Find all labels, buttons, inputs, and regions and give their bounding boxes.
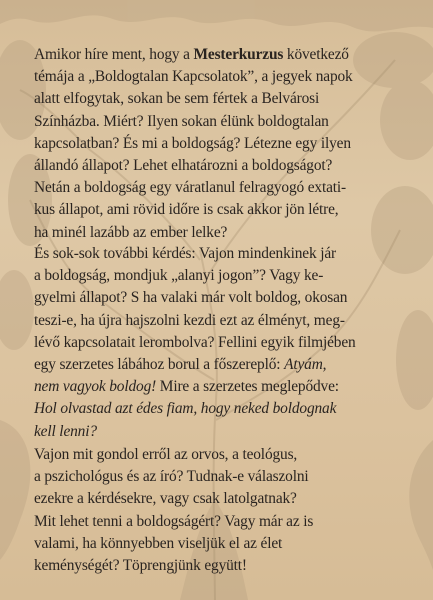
text-line (34, 88, 426, 110)
text-line (34, 133, 426, 155)
text-line (34, 421, 426, 443)
text-line (34, 555, 426, 577)
text-run: gyelmi állapot? S ha valaki már volt boldog, okosan (34, 289, 348, 307)
text-run: kus állapot, ami rövid időre is csak akkor jön létre, (34, 201, 339, 219)
italic-text-run: Hol olvastad azt édes fiam, hogy neked boldognak (34, 400, 337, 418)
text-line (34, 44, 426, 66)
paragraph-3 (34, 444, 426, 577)
text-run: teszi-e, ha újra hajszolni kezdi ezt az élményt, meg- (34, 311, 345, 329)
text-run: Netán a boldogság egy váratlanul felragyogó extati- (34, 179, 347, 197)
text-run: ha minél lazább az ember lelke? (34, 223, 228, 241)
text-line (34, 310, 426, 332)
text-run: valami, ha könnyebben viseljük el az élet (34, 534, 283, 552)
text-run: Mire a szerzetes meglepődve: (156, 378, 339, 396)
text-run: Vajon mit gondol erről az orvos, a teológus, (34, 446, 298, 463)
text-line (34, 376, 426, 398)
text-run: Színházba. Miért? Ilyen sokan élünk boldogtalan (34, 112, 329, 130)
italic-text-run: nem vagyok boldog! (34, 378, 157, 396)
text-run: Amikor híre ment, hogy a (34, 46, 194, 63)
text-line (34, 199, 426, 221)
text-line (34, 466, 426, 488)
text-run: állandó állapot? Lehet elhatározni a boldogságot? (34, 157, 333, 175)
text-run: Mit lehet tenni a boldogságért? Vagy már az is (34, 512, 314, 530)
text-run: kapcsolatban? És mi a boldogság? Létezne egy ilyen (34, 134, 351, 152)
text-line (34, 66, 426, 88)
text-run: a pszichológus és az író? Tudnak-e válaszolni (34, 468, 309, 486)
text-run: lévő kapcsolatait lerombolva? Fellini egyik filmjében (34, 333, 356, 351)
text-run: egy szerzetes lábához borul a főszereplő: (34, 356, 285, 374)
text-run: alatt elfogytak, sokan be sem fértek a Belvárosi (34, 90, 320, 108)
text-run: következő (283, 46, 349, 63)
text-line (34, 243, 426, 265)
paragraph-1 (34, 44, 426, 244)
text-run: ezekre a kérdésekre, vagy csak latolgatnak? (34, 490, 297, 508)
text-line (34, 155, 426, 177)
text-line (34, 533, 426, 555)
text-line (34, 444, 426, 466)
text-line (34, 177, 426, 199)
text-run: És sok-sok további kérdés: Vajon mindenkinek jár (34, 245, 336, 262)
bold-text-run: Mesterkurzus (193, 46, 284, 63)
italic-text-run: Atyám, (284, 356, 327, 374)
text-line (34, 222, 426, 244)
text-line (34, 511, 426, 533)
text-line (34, 354, 426, 376)
text-run: témája a „Boldogtalan Kapcsolatok”, a jegyek napok (34, 68, 353, 86)
text-line (34, 332, 426, 354)
italic-text-run: kell lenni? (34, 422, 97, 440)
text-line (34, 265, 426, 287)
text-line (34, 398, 426, 420)
text-run: keménységét? Töprengjünk együtt! (34, 557, 247, 575)
paragraph-2 (34, 243, 426, 443)
text-run: a boldogság, mondjuk „alanyi jogon”? Vagy ke- (34, 267, 324, 285)
text-line (34, 111, 426, 133)
text-line (34, 488, 426, 510)
text-line (34, 287, 426, 309)
